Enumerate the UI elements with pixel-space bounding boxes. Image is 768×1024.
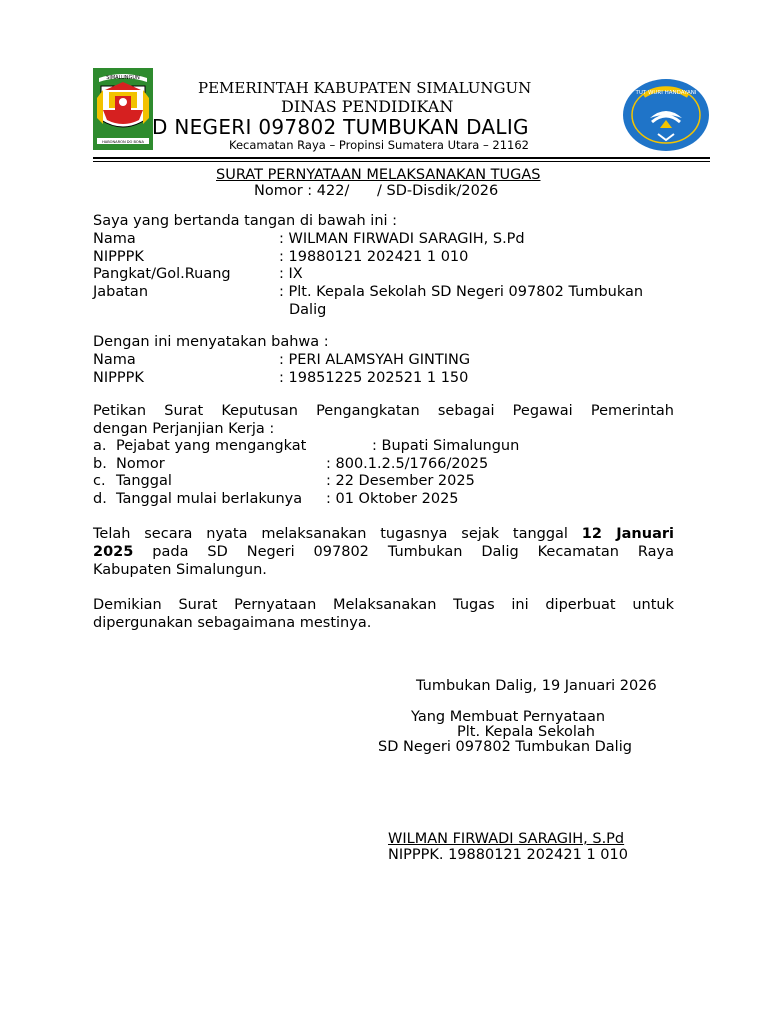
tut-wuri-handayani-logo xyxy=(622,78,710,152)
letter-number: Nomor : 422/ / SD-Disdik/2026 xyxy=(254,183,499,199)
field-value: : Plt. Kepala Sekolah SD Negeri 097802 Tumbukan xyxy=(279,284,644,300)
letterhead-divider-thin xyxy=(93,161,710,162)
list-letter: a. xyxy=(93,438,107,454)
declare-intro: Dengan ini menyatakan bahwa : xyxy=(93,334,329,350)
agency-name: DINAS PENDIDIKAN xyxy=(281,97,454,116)
signer-nip: NIPPPK. 19880121 202421 1 010 xyxy=(388,847,628,863)
logo-motto-text: TUT WURI HANDAYANI xyxy=(635,90,697,96)
list-letter: c. xyxy=(93,473,106,489)
duty-line: Kabupaten Simalungun. xyxy=(93,562,267,578)
closing-line: Demikian Surat Pernyataan Melaksanakan Tugas ini diperbuat untuk xyxy=(93,597,674,613)
letter-title: SURAT PERNYATAAN MELAKSANAKAN TUGAS xyxy=(216,167,541,183)
duty-paragraph xyxy=(93,525,674,579)
field-label: Nama xyxy=(93,352,136,368)
closing-paragraph xyxy=(93,596,674,632)
government-name: PEMERINTAH KABUPATEN SIMALUNGUN xyxy=(198,79,532,97)
field-label: Tanggal xyxy=(116,473,172,489)
simalungun-logo xyxy=(93,68,153,150)
decree-intro xyxy=(93,402,674,438)
field-value: : PERI ALAMSYAH GINTING xyxy=(279,352,471,368)
decree-intro-line: dengan Perjanjian Kerja : xyxy=(93,421,275,437)
duty-line xyxy=(93,525,674,543)
field-label: Pangkat/Gol.Ruang xyxy=(93,266,231,282)
list-letter: d. xyxy=(93,491,107,507)
field-label: NIPPPK xyxy=(93,370,144,386)
field-label: Nomor xyxy=(116,456,165,472)
place-date: Tumbukan Dalig, 19 Januari 2026 xyxy=(416,678,657,694)
field-value: : 01 Oktober 2025 xyxy=(326,491,459,507)
closing-line: dipergunakan sebagaimana mestinya. xyxy=(93,615,372,631)
signer-school: SD Negeri 097802 Tumbukan Dalig xyxy=(378,739,632,755)
duty-line xyxy=(93,543,674,561)
school-name: D NEGERI 097802 TUMBUKAN DALIG xyxy=(152,115,529,139)
field-value: : 19851225 202521 1 150 xyxy=(279,370,469,386)
field-label: NIPPPK xyxy=(93,249,144,265)
field-value: : 19880121 202421 1 010 xyxy=(279,249,469,265)
field-value: : 22 Desember 2025 xyxy=(326,473,475,489)
signer-name: WILMAN FIRWADI SARAGIH, S.Pd xyxy=(388,831,625,847)
decree-intro-line: Petikan Surat Keputusan Pengangkatan sebagai Pegawai Pemerintah xyxy=(93,403,674,419)
duty-start-year: 2025 xyxy=(93,544,134,560)
letterhead-divider-thick xyxy=(93,157,710,159)
field-value: : WILMAN FIRWADI SARAGIH, S.Pd xyxy=(279,231,525,247)
field-value: : IX xyxy=(279,266,303,282)
field-label: Pejabat yang mengangkat xyxy=(116,438,307,454)
field-label: Nama xyxy=(93,231,136,247)
signer-role: Yang Membuat Pernyataan xyxy=(411,709,606,725)
field-value-continuation: Dalig xyxy=(289,302,327,318)
field-label: Jabatan xyxy=(93,284,149,300)
logo-top-text: SIMALUNGUN xyxy=(106,75,140,81)
signer-position: Plt. Kepala Sekolah xyxy=(457,724,595,740)
field-label: Tanggal mulai berlakunya xyxy=(116,491,303,507)
signatory-intro: Saya yang bertanda tangan di bawah ini : xyxy=(93,213,398,229)
field-value: : 800.1.2.5/1766/2025 xyxy=(326,456,489,472)
field-value: : Bupati Simalungun xyxy=(372,438,520,454)
school-address: Kecamatan Raya – Propinsi Sumatera Utara – 21162 xyxy=(229,138,529,152)
logo-motto-text: HABONARON DO BONA xyxy=(102,140,144,144)
duty-text: pada SD Negeri 097802 Tumbukan Dalig Kecamatan Raya xyxy=(133,544,674,560)
duty-start-date: 12 Januari xyxy=(581,526,674,542)
duty-text: Telah secara nyata melaksanakan tugasnya sejak tanggal xyxy=(93,526,582,542)
list-letter: b. xyxy=(93,456,107,472)
